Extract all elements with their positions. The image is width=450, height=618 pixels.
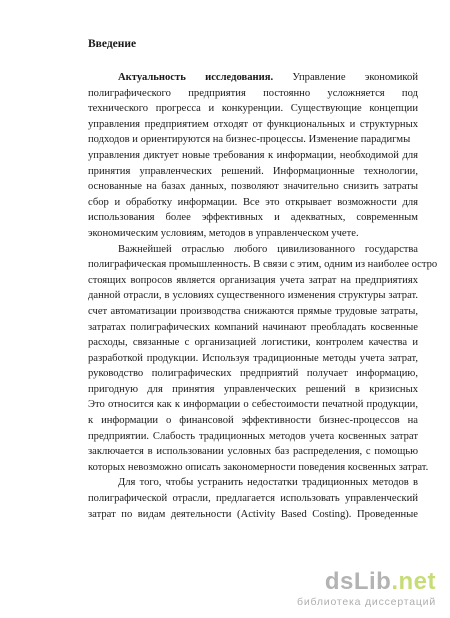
text-line [88,507,418,523]
line-text: полиграфическая промышленность. В связи с этим, одним из наиболее остро [88,259,438,271]
line-text: Это относится как к информации о себестоимости печатной продукции, [88,399,418,411]
text-line [88,148,418,164]
line-text: расходы, связанные с организацией логистики, контролем качества и [88,337,418,349]
text-line [88,242,418,258]
text-line [88,429,418,445]
line-text: данной отрасли, в условиях существенного изменения структуры затрат. [88,290,418,302]
line-text: которых невозможно описать закономерности поведения косвенных затрат. [88,461,429,473]
line-text: управления диктует новые требования к информации, необходимой для [88,149,418,161]
text-line [88,475,418,491]
text-line [88,351,418,367]
line-text: стоящих вопросов является организация учета затрат на предприятиях [88,274,418,286]
line-text: руководство полиграфических предприятий получает информацию, [88,368,418,380]
watermark [246,570,436,610]
line-text: экономическим условиям, методов в управленческом учете. [88,227,359,239]
line-text: управления предприятием отходят от функциональных и структурных [88,118,418,130]
line-text: затрат по видам деятельности (Activity Based Costing). Проведенные [88,508,418,520]
text-line [88,117,418,133]
text-line [88,288,418,304]
text-line [88,304,418,320]
line-text: к информации о финансовой эффективности бизнес-процессов на [88,415,418,427]
line-text: основанные на базах данных, позволяют значительно снизить затраты [88,181,418,193]
line-text: принятия управленческих решений. Информационные технологии, [88,165,418,177]
text-line [88,413,418,429]
line-text: полиграфической отрасли, предлагается использовать управленческий [88,493,418,505]
line-text: предприятии. Слабость традиционных методов учета косвенных затрат [88,430,418,442]
watermark-logo-main: dsLib [324,568,392,595]
text-line [88,70,418,86]
line-text: Управление экономикой [292,72,418,83]
line-text: заключается в использовании условных баз распределения, с помощью [88,446,418,458]
text-line [88,86,418,102]
text-line [88,444,418,460]
section-heading: Введение [88,38,137,50]
text-line [88,273,418,289]
text-line [88,257,438,273]
text-line [88,195,418,211]
watermark-subtitle: библиотека диссертаций [297,596,436,608]
text-line [88,210,418,226]
line-text: использования более эффективных и адекватных, современным [88,212,418,224]
text-line [88,491,418,507]
text-line [88,366,418,382]
text-line [88,132,418,148]
line-text: технического прогресса и конкуренции. Существующие концепции [88,103,418,115]
line-text: пригодную для принятия управленческих решений в кризисных [88,383,418,395]
line-text: сбор и обработку информации. Все это открывает возможности для [88,196,418,208]
text-line [88,460,429,476]
lead-phrase: Актуальность исследования. [118,72,274,83]
text-line [88,164,418,180]
text-line [88,226,418,242]
line-text: полиграфического предприятия постоянно усложняется под [88,87,418,99]
body-text [88,70,438,522]
line-text: затратах полиграфических компаний начинают преобладать косвенные [88,321,418,333]
text-line [88,335,418,351]
text-line [88,320,418,336]
text-line [88,101,418,117]
watermark-logo-tld: .net [391,568,436,595]
line-text: разработкой продукции. Используя традиционные методы учета затрат, [88,352,418,364]
line-text: Для того, чтобы устранить недостатки традиционных методов в [118,477,418,489]
watermark-logo [325,570,436,594]
line-text: счет автоматизации производства снижаются прямые трудовые затраты, [88,305,418,317]
text-line [88,179,418,195]
line-text: подходов и ориентируются на бизнес-процессы. Изменение парадигмы [88,134,411,146]
text-line [88,397,418,413]
line-text: Важнейшей отраслью любого цивилизованного государства [118,243,418,255]
text-line [88,382,418,398]
